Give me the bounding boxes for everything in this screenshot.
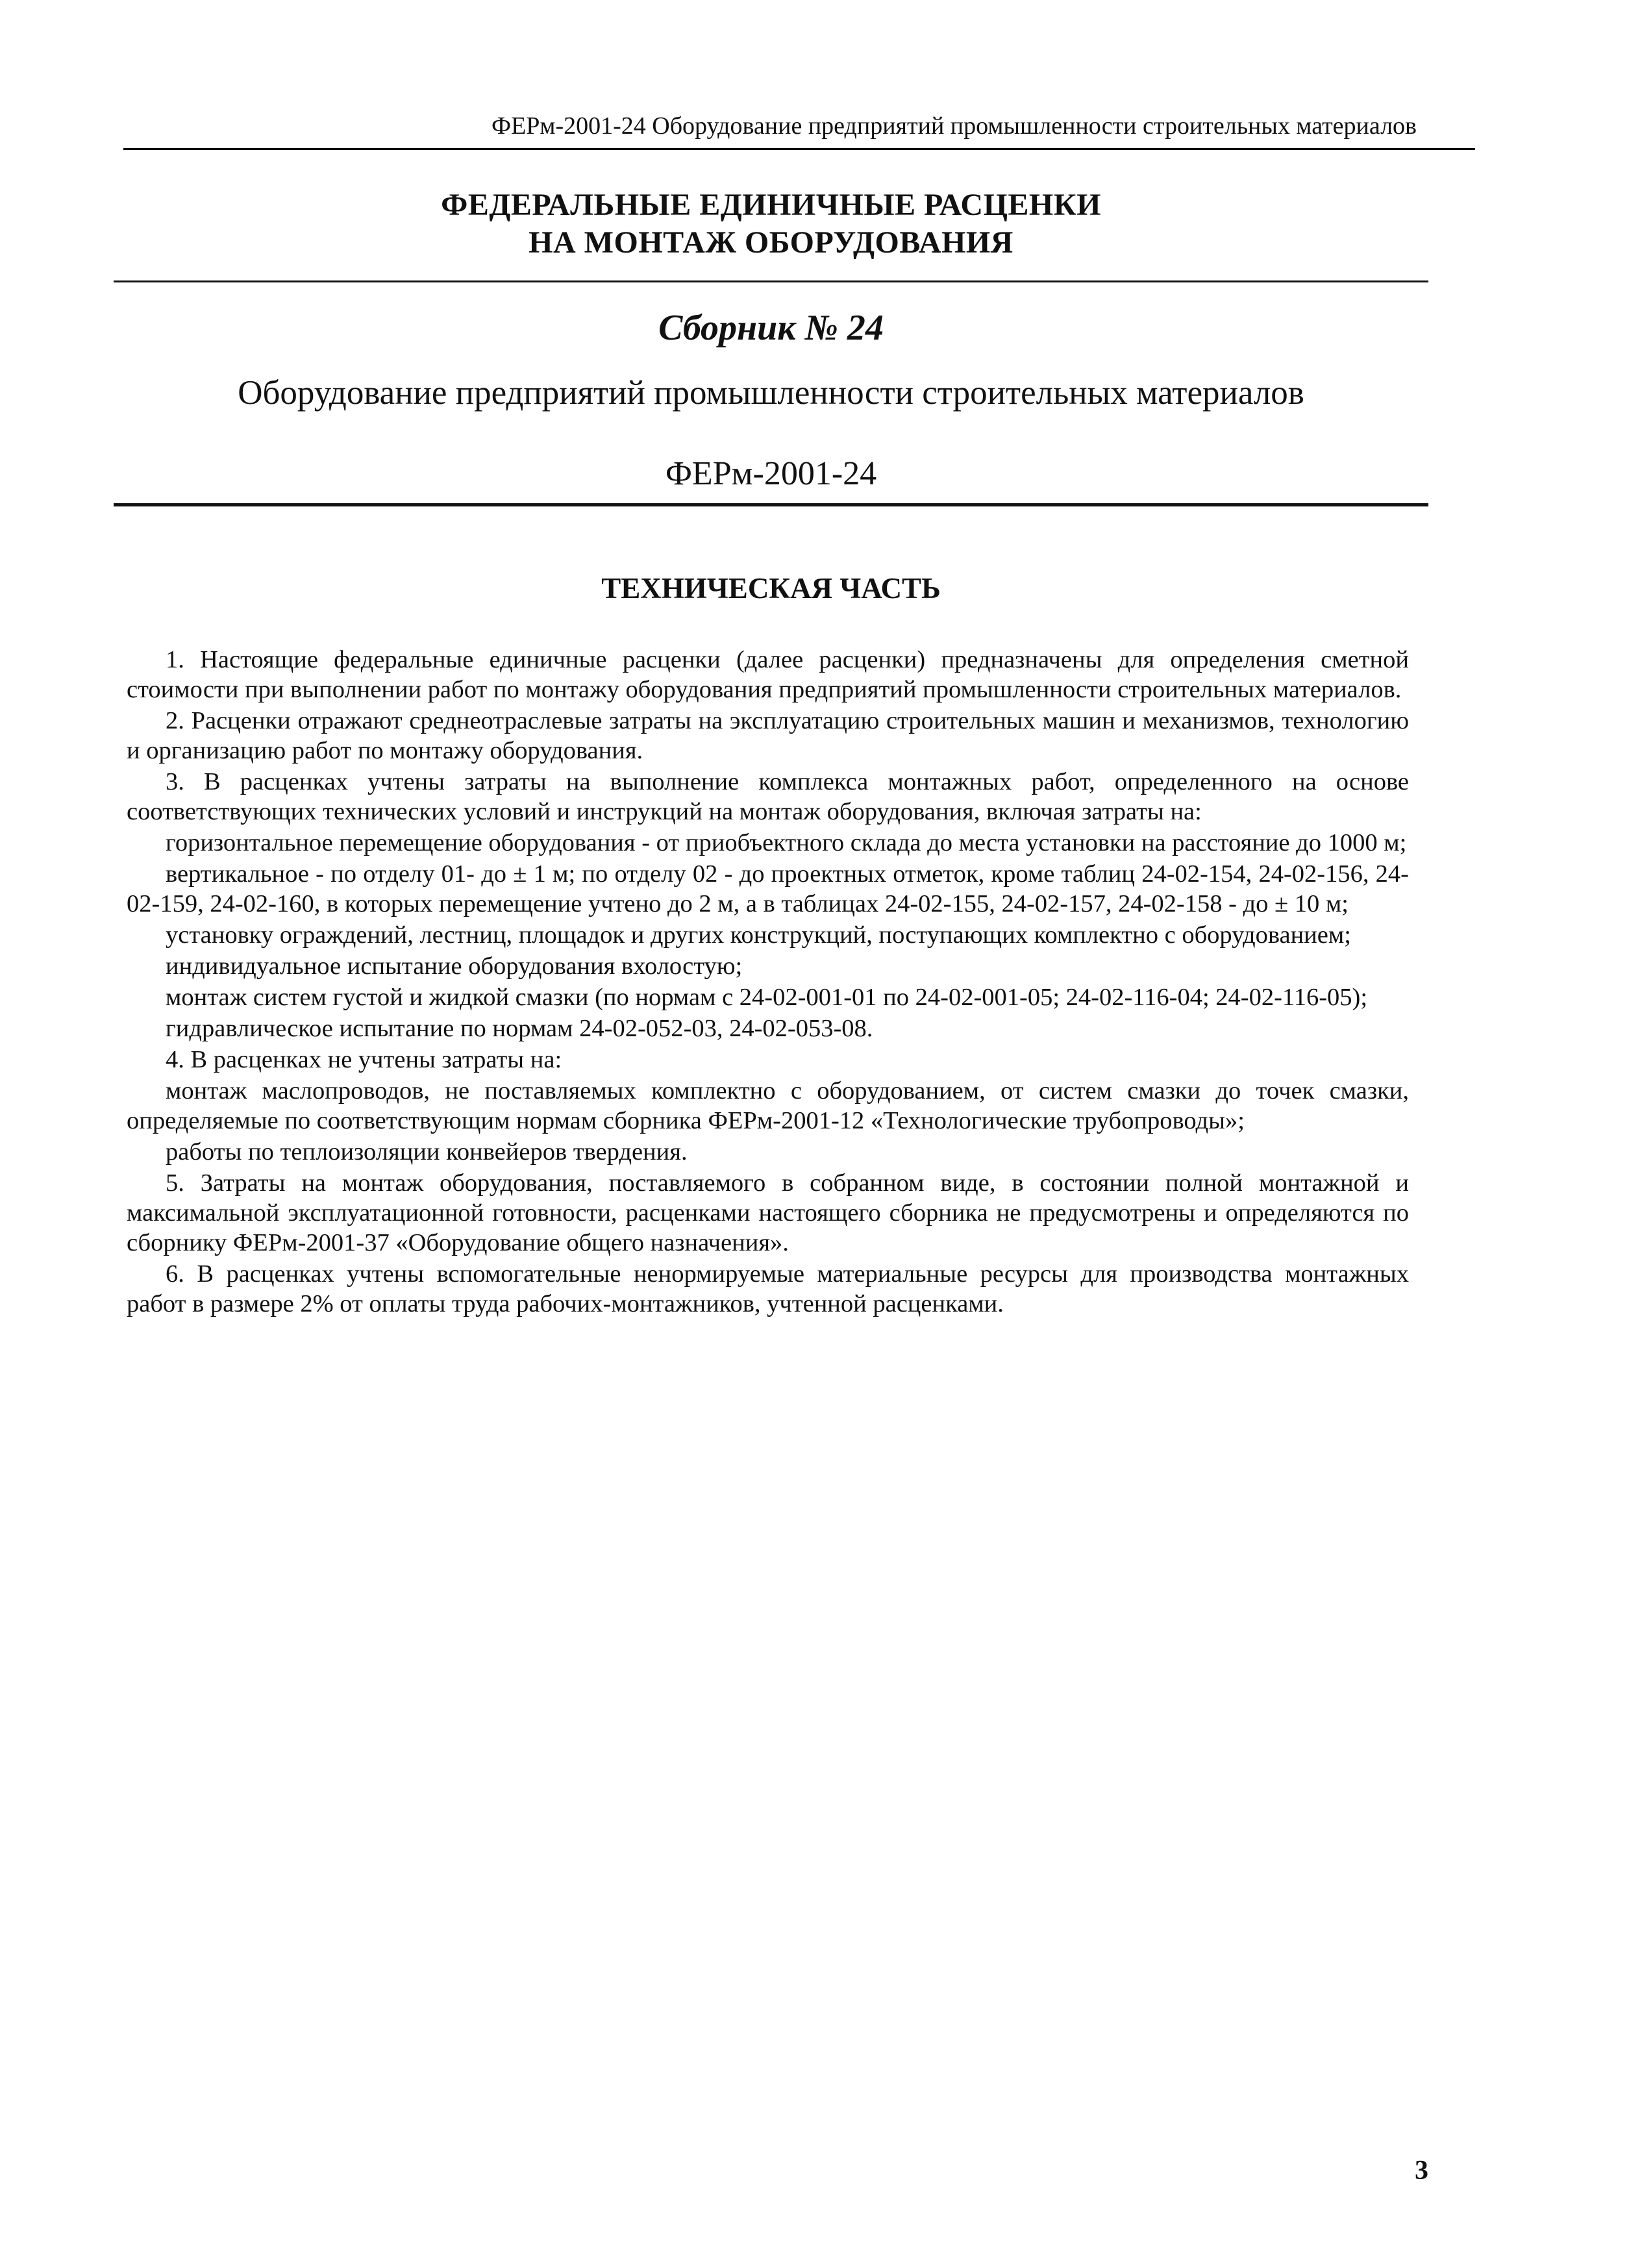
paragraph-3: 3. В расценках учтены затраты на выполнение комплекса монтажных работ, определенного на основе соответствующих технических условий и инструкций на монтаж оборудования, включая затраты на: (127, 768, 1409, 825)
running-header (123, 109, 1475, 150)
paragraph-3-item-horizontal: горизонтальное перемещение оборудования - от приобъектного склада до места установки на расстояние до 1000 м; (166, 829, 1407, 856)
paragraph-3-item-fences: установку ограждений, лестниц, площадок и других конструкций, поступающих комплектно с оборудованием; (166, 921, 1351, 949)
collection-name: Оборудование предприятий промышленности строительных материалов (238, 374, 1304, 412)
paragraph-6: 6. В расценках учтены вспомогательные ненормируемые материальные ресурсы для производства монтажных работ в размере 2% от оплаты труда рабочих-монтажников, учтенной расценками. (127, 1260, 1409, 1317)
document-title-line-2: НА МОНТАЖ ОБОРУДОВАНИЯ (528, 225, 1013, 260)
paragraph-3-item-vertical: вертикальное - по отделу 01- до ± 1 м; по отделу 02 - до проектных отметок, кроме таблиц 24-02-154, 24-02-156, 24-02-159, 24-02-160, в которых перемещение учтено до 2 м, а в таблицах 24-02-155, 24-02-157, 24-02-158 - до ± 10 м; (127, 860, 1409, 917)
paragraph-3-item-idle-test: индивидуальное испытание оборудования вхолостую; (166, 953, 743, 980)
paragraph-2: 2. Расценки отражают среднеотраслевые затраты на эксплуатацию строительных машин и механизмов, технологию и организацию работ по монтажу оборудования. (127, 707, 1409, 764)
document-title-line-1: ФЕДЕРАЛЬНЫЕ ЕДИНИЧНЫЕ РАСЦЕНКИ (441, 188, 1101, 222)
collection-code: ФЕРм-2001-24 (665, 455, 877, 492)
code-divider (114, 503, 1428, 506)
collection-number: Сборник № 24 (658, 308, 884, 348)
section-title: ТЕХНИЧЕСКАЯ ЧАСТЬ (601, 572, 941, 604)
page-number: 3 (1415, 2156, 1428, 2186)
paragraph-5: 5. Затраты на монтаж оборудования, поставляемого в собранном виде, в состоянии полной монтажной и максимальной эксплуатационной готовности, расценками настоящего сборника не предусмотрены и определяются по сборнику ФЕРм-2001-37 «Оборудование общего назначения». (127, 1169, 1409, 1256)
title-divider (114, 280, 1428, 282)
paragraph-1: 1. Настоящие федеральные единичные расценки (далее расценки) предназначены для определения сметной стоимости при выполнении работ по монтажу оборудования предприятий промышленности строительных материалов. (127, 646, 1409, 703)
paragraph-3-item-hydraulic-test: гидравлическое испытание по нормам 24-02-052-03, 24-02-053-08. (166, 1015, 873, 1042)
paragraph-4-item-oil-lines: монтаж маслопроводов, не поставляемых комплектно с оборудованием, от систем смазки до точек смазки, определяемые по соответствующим нормам сборника ФЕРм-2001-12 «Технологические трубопроводы»; (127, 1077, 1409, 1134)
paragraph-3-item-lubrication: монтаж систем густой и жидкой смазки (по нормам с 24-02-001-01 по 24-02-001-05; 24-02-116-04; 24-02-116-05); (166, 984, 1368, 1011)
paragraph-4: 4. В расценках не учтены затраты на: (166, 1046, 562, 1073)
technical-part-body (127, 645, 1409, 1319)
running-header-text: ФЕРм-2001-24 Оборудование предприятий промышленности строительных материалов (491, 112, 1417, 140)
paragraph-4-item-insulation: работы по теплоизоляции конвейеров твердения. (166, 1138, 688, 1165)
